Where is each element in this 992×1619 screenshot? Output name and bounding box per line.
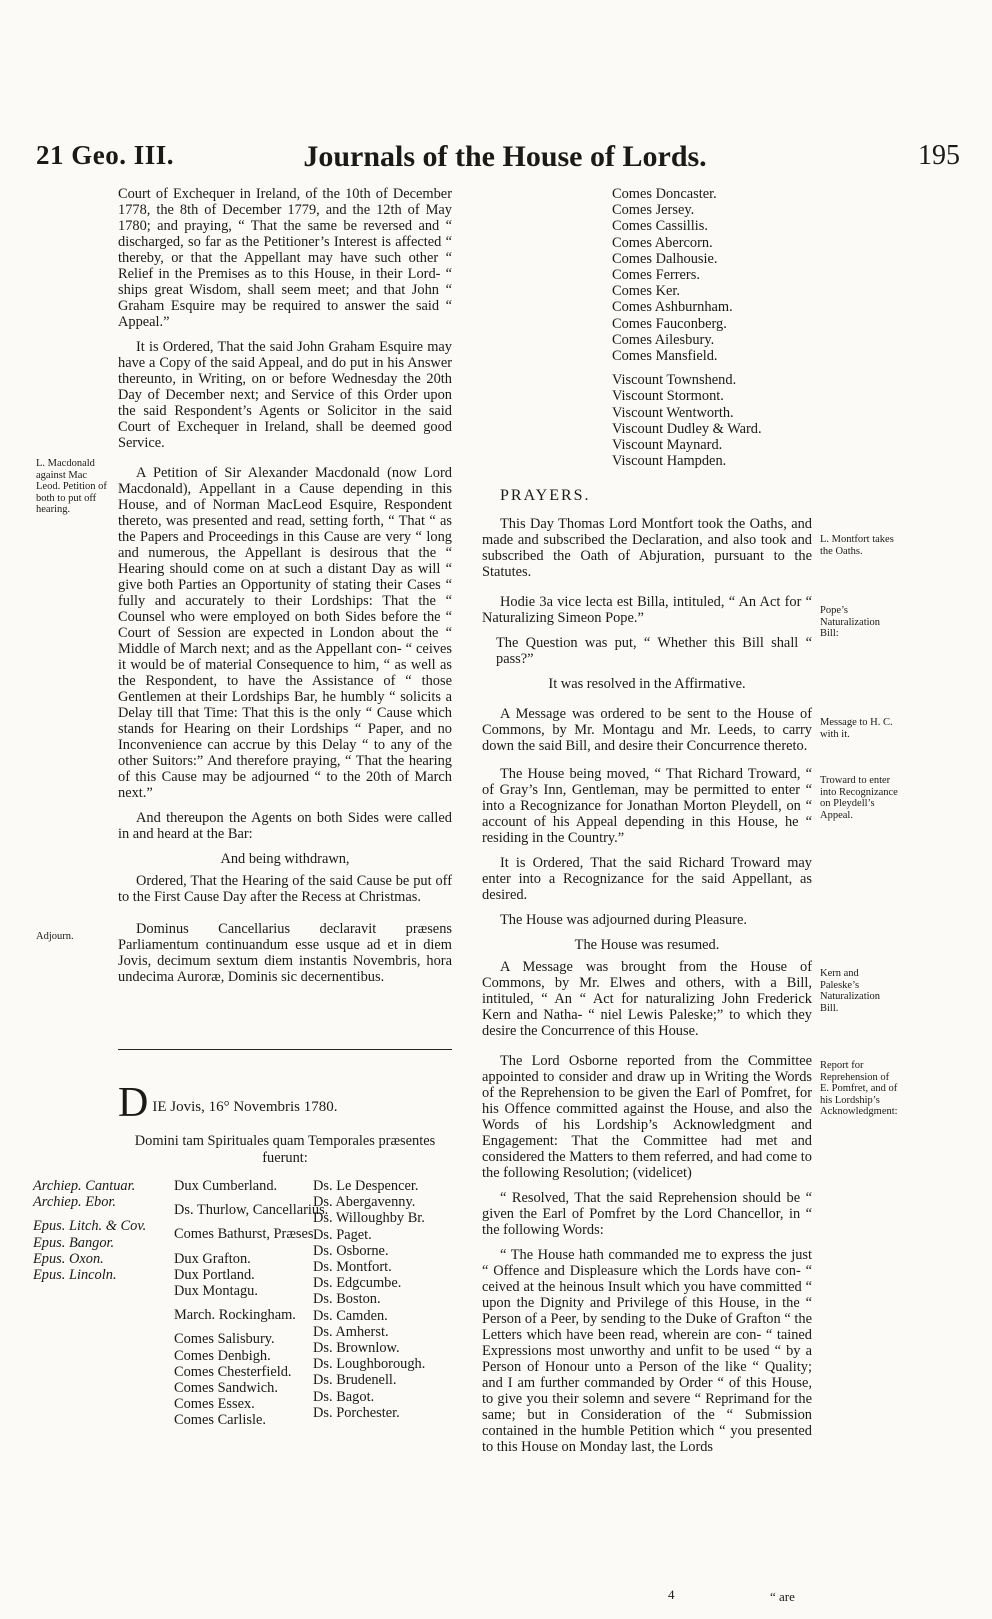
house-commanded: “ The House hath commanded me to express the just “ Offence and Displeasure which the Lords have con- “ ceived at the heinous Insult which you have committed “ upon the Dignity and Privilege of this House, in the “ Person of a Peer, by sending to the Duke of Grafton “ the Letters which have been read, wherein are con- “ tained Expressions most unworthy and unfit to be used “ by a Person of Honour unto a Person of the like “ Quality; and I am further commanded by Order “ of this House, to give you their solemn and severe “ Reprimand for the same; but in Consideration of the “ Submission contained in the humble Petition which “ you presented to this House on Monday last, the Lords [482, 1247, 812, 1455]
adjourn-text: Dominus Cancellarius declaravit præsens Parliamentum continuandum esse usque ad et in diem Jovis, decimum sextum diem instantis Novembris, hora undecima Auroræ, Dominis sic decernentibus. [118, 921, 452, 985]
barons-list [313, 1178, 461, 1421]
lord-entry: Comes Denbigh. [174, 1347, 271, 1364]
lord-entry: Ds. Bagot. [313, 1388, 375, 1405]
montfort-oaths: This Day Thomas Lord Montfort took the Oaths, and made and subscribed the Declaration, and also took and subscribed the Oath of Abjuration, pursuant to the Statutes. [482, 516, 812, 580]
lord-entry: Viscount Stormont. [612, 388, 724, 405]
lord-entry: Ds. Brownlow. [313, 1340, 400, 1357]
lord-entry: Comes Ferrers. [612, 267, 700, 284]
lord-entry: Comes Dalhousie. [612, 250, 718, 267]
message-commons: A Message was ordered to be sent to the House of Commons, by Mr. Montagu and Mr. Leeds, to carry down the said Bill, and desire their Concurrence thereto. [482, 706, 812, 754]
lord-entry: Ds. Loughborough. [313, 1356, 426, 1373]
margin-note-kern: Kern and Paleske’s Naturalization Bill. [820, 968, 881, 1014]
lord-entry: Ds. Boston. [313, 1291, 381, 1308]
dukes-earls-list [174, 1178, 329, 1429]
lord-entry: Comes Essex. [174, 1396, 255, 1413]
pope-bill: Hodie 3a vice lecta est Billa, intituled, “ An Act for “ Naturalizing Simeon Pope.” [482, 594, 812, 626]
lord-entry: Viscount Maynard. [612, 437, 723, 454]
lord-entry: Archiep. Cantuar. [33, 1178, 136, 1194]
lord-entry: Comes Ashburnham. [612, 299, 733, 316]
lord-entry: Dux Grafton. [174, 1250, 251, 1267]
lord-entry: Ds. Camden. [313, 1307, 388, 1324]
new-day-heading [118, 1080, 452, 1126]
left-column [118, 186, 452, 994]
lord-entry: Ds. Willoughby Br. [313, 1210, 425, 1227]
margin-note-troward: Troward to enter into Recognizance on Pleydell’s Appeal. [820, 775, 898, 821]
drop-cap: D [118, 1080, 149, 1126]
lord-entry: Archiep. Ebor. [33, 1194, 116, 1211]
lord-entry: Comes Doncaster. [612, 186, 717, 202]
lord-entry: Ds. Montfort. [313, 1259, 392, 1276]
petition-macdonald: A Petition of Sir Alexander Macdonald (now Lord Macdonald), Appellant in a Cause depending in this House, and of Norman MacLeod Esquire, Respondent thereto, was presented and read, setting forth, “ That “ as the Papers and Proceedings in this Cause are very “ long and numerous, the Appellant is desirous that the “ Hearing should come on at such a distant Day as will “ give both Parties an Opportunity of stating their Cases “ fully and accurately to their Lordships: That the “ Counsel who were employed on both Sides before the “ Court of Session are expected in London about the “ Middle of March next; and as the Appellant con- “ ceives it would be of material Consequence to him, “ as well as the Respondent, to have the Assistance of “ those Gentlemen at their Lordships Bar, he humbly “ solicits a Delay till that Time: That this is the only “ Cause which stands for Hearing on their Lordships “ Paper, and no Inconvenience can accrue by this Delay “ to any of the other Suitors:” And therefore praying, “ That the hearing of this Cause may be adjourned “ to the 20th of March next.” [118, 465, 452, 801]
lord-entry: Epus. Oxon. [33, 1250, 104, 1267]
lord-entry: Ds. Edgcumbe. [313, 1275, 402, 1292]
lord-entry: Comes Chesterfield. [174, 1363, 292, 1380]
lord-entry: Ds. Paget. [313, 1226, 372, 1243]
lord-entry: Comes Mansfield. [612, 348, 718, 365]
lord-entry: Viscount Dudley & Ward. [612, 420, 762, 437]
signature-mark: 4 [668, 1587, 675, 1602]
lord-entry: Epus. Lincoln. [33, 1267, 117, 1284]
domini-header: Domini tam Spirituales quam Temporales præsentes fuerunt: [134, 1133, 436, 1166]
page-number: 195 [918, 140, 960, 171]
section-rule [118, 1049, 452, 1050]
lord-entry: Epus. Litch. & Cov. [33, 1218, 147, 1235]
ordered-graham: It is Ordered, That the said John Graham Esquire may have a Copy of the said Appeal, and do put in his Answer thereunto, in Writing, on or before Wednesday the 20th Day of December next; and Service of this Order upon the said Respondent’s Agents or Solicitor in the said Court of Exchequer in Ireland, shall be deemed good Service. [118, 339, 452, 451]
resolved-affirmative: It was resolved in the Affirmative. [548, 676, 746, 692]
lord-entry: March. Rockingham. [174, 1307, 296, 1324]
spiritual-lords-list [33, 1178, 158, 1283]
lord-entry: Comes Jersey. [612, 202, 695, 219]
question-put: The Question was put, “ Whether this Bill shall “ pass?” [496, 635, 812, 667]
prayers-heading: PRAYERS. [500, 487, 591, 504]
lord-entry: Comes Ker. [612, 283, 680, 300]
journal-title: Journals of the House of Lords. [303, 140, 707, 173]
lord-entry: Comes Carlisle. [174, 1412, 266, 1429]
margin-note-macdonald: L. Macdonald against Mac Leod. Petition of both to put off hearing. [36, 458, 107, 515]
lord-entry: Comes Ailesbury. [612, 331, 715, 348]
lord-entry: Ds. Abergavenny. [313, 1194, 416, 1211]
ordered-put-off: Ordered, That the Hearing of the said Cause be put off to the First Cause Day after the Recess at Christmas. [118, 873, 452, 905]
lord-entry: Comes Bathurst, Præses. [174, 1226, 318, 1243]
adjourned-pleasure: The House was adjourned during Pleasure. [500, 912, 747, 928]
lord-entry: Comes Cassillis. [612, 218, 708, 235]
lord-entry: Dux Portland. [174, 1266, 255, 1283]
lord-entry: Comes Abercorn. [612, 234, 713, 251]
lord-entry: Ds. Brudenell. [313, 1372, 397, 1389]
lord-entry: Comes Fauconberg. [612, 315, 727, 332]
house-resumed: The House was resumed. [574, 937, 720, 953]
lord-entry: Dux Montagu. [174, 1283, 258, 1300]
margin-note-message: Message to H. C. with it. [820, 717, 893, 740]
lord-entry: Ds. Porchester. [313, 1404, 400, 1421]
resolved-reprehension: “ Resolved, That the said Reprehension should be “ given the Earl of Pomfret by the Lord Chancellor, in “ the following Words: [482, 1190, 812, 1238]
new-day-text: IE Jovis, 16° Novembris 1780. [152, 1099, 338, 1115]
osborne-report: The Lord Osborne reported from the Committee appointed to consider and draw up in Writing the Words of the Reprehension to be given the Earl of Pomfret, for his Offence committed against the House, and also the Words of his Lordship’s Acknowledgment and Engagement: That the Committee had met and considered the Matters to them referred, and had come to the following Resolution; (videlicet) [482, 1053, 812, 1181]
margin-note-report: Report for Reprehension of E. Pomfret, and of his Lordship’s Acknowledgment: [820, 1060, 898, 1117]
lord-entry: Comes Salisbury. [174, 1331, 275, 1348]
troward-ordered: It is Ordered, That the said Richard Troward may enter into a Recognizance for the said Appellant, as desired. [482, 855, 812, 903]
lord-entry: Ds. Osborne. [313, 1242, 389, 1259]
lord-entry: Ds. Amherst. [313, 1323, 389, 1340]
lord-entry: Viscount Townshend. [612, 372, 737, 389]
agents-called: And thereupon the Agents on both Sides were called in and heard at the Bar: [118, 810, 452, 842]
right-column [482, 488, 812, 1457]
earls-viscounts-list [612, 186, 782, 469]
regnal-year: 21 Geo. III. [36, 140, 175, 170]
appeal-continuation: Court of Exchequer in Ireland, of the 10th of December 1778, the 8th of December 1779, and the 12th of May 1780; and praying, “ That the same be reversed and “ discharged, so far as the Petitioner’s Interest is affected “ thereby, or that the Appellant may have such other “ Relief in the Premises as to this House, in their Lord- “ ships great Wisdom, shall seem meet; and that John “ Graham Esquire may be required to answer the said “ Appeal.” [118, 186, 452, 330]
lord-entry: Comes Sandwich. [174, 1380, 278, 1397]
lord-entry: Ds. Thurlow, Cancellarius. [174, 1202, 329, 1219]
troward-moved: The House being moved, “ That Richard Troward, “ of Gray’s Inn, Gentleman, may be permitted to enter “ into a Recognizance for Jonathan Morton Pleydell, on “ account of his Appeal depending in this House, he “ residing in the Country.” [482, 766, 812, 846]
lord-entry: Ds. Le Despencer. [313, 1178, 419, 1194]
lord-entry: Dux Cumberland. [174, 1178, 278, 1194]
being-withdrawn: And being withdrawn, [220, 851, 350, 867]
catchword: “ are [770, 1589, 795, 1604]
lord-entry: Viscount Wentworth. [612, 404, 734, 421]
kern-message: A Message was brought from the House of Commons, by Mr. Elwes and others, with a Bill, intituled, “ An “ Act for naturalizing John Frederick Kern and Natha- “ niel Lewis Paleske;” to which they desire the Concurrence of this House. [482, 959, 812, 1039]
margin-note-pope: Pope’s Naturalization Bill: [820, 605, 881, 639]
margin-note-montfort: L. Montfort takes the Oaths. [820, 534, 894, 557]
margin-note-adjourn: Adjourn. [36, 931, 74, 942]
lord-entry: Viscount Hampden. [612, 453, 727, 470]
lord-entry: Epus. Bangor. [33, 1234, 115, 1251]
